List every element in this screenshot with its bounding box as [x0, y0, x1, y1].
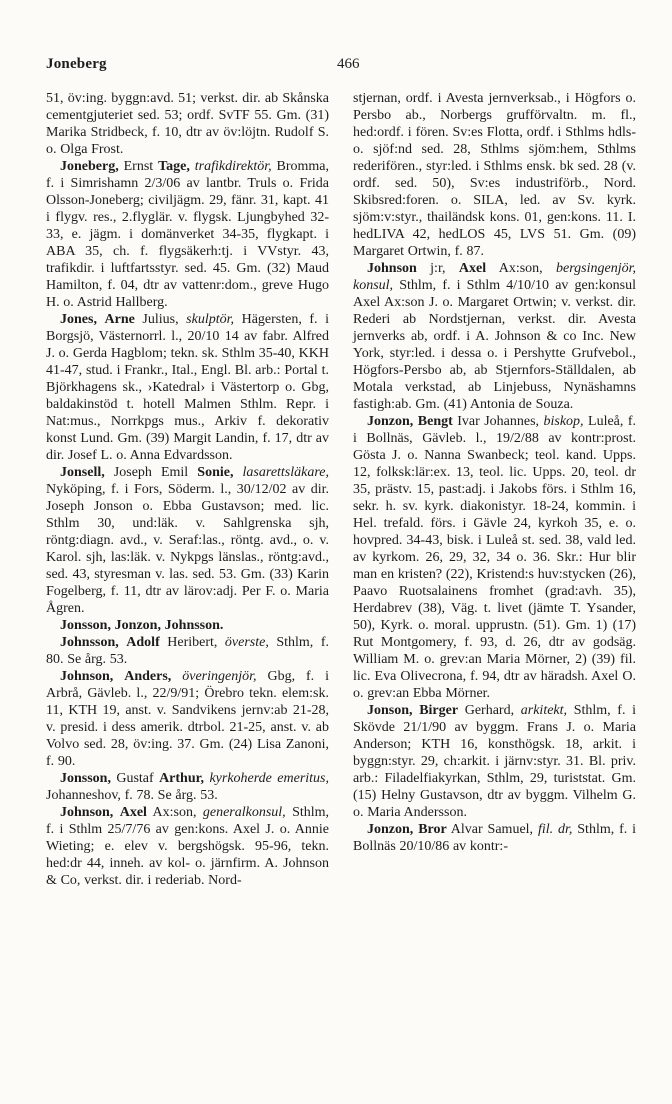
dictionary-entry	[46, 770, 329, 804]
text-segment: Arne	[104, 312, 135, 327]
text-segment: Joneberg,	[60, 159, 119, 174]
text-segment: Alvar Samuel,	[446, 822, 538, 837]
dictionary-entry	[46, 464, 329, 617]
text-segment: 51, öv:ing. byggn:avd. 51; verkst. dir. ab Skånska cementgjuteriet sed. 53; ordf. SvTF 55. Gm. (31) Marika Stridbeck, f. 10, dtr av öv:löjtn. Rudolf S. o. Olga Frost.	[46, 91, 329, 157]
text-segment: lasarettsläkare,	[242, 465, 330, 480]
text-segment: Tage,	[158, 159, 190, 174]
text-segment: Sthlm, f. 80. Se årg. 53.	[46, 635, 329, 667]
text-segment: Bromma, f. i Simrishamn 2/3/06 av lantbr. Truls o. Frida Olsson-Joneberg; civiljägm. 29, fänr. 31, kapt. 41 i flygv. res., 2.flyglär. v. flygsk. Ljungbyhed 32-33, e. jägm. i domänverket 34-35, flygkapt. i ABA 35, ch. f. flygsäkerh:tj. i VVstyr. 43, trafikdir. i luftfartsstyr. sed. 45. Gm. (32) Maud Hamilton, f. 04, dtr av vattenr:dom., greve Hugo H. o. Astrid Hallberg.	[46, 159, 330, 310]
text-segment: Arthur,	[159, 771, 205, 786]
text-segment: Sthlm, f. i Skövde 21/1/90 av byggm. Frans J. o. Maria Anderson; KTH 16, konsthögsk. 18, arkit. i byggn:styr. 29, ch:arkit. i järnv:styr. 31. Bl. priv. arb.: Filadelfiakyrkan, Sthlm, 29, turiststat. Gm. (15) Helny Gustavson, dtr av byggm. Vilhelm G. o. Maria Andersson.	[353, 703, 637, 820]
text-segment: Anders,	[124, 669, 172, 684]
dictionary-entry	[46, 158, 329, 311]
text-columns	[46, 90, 636, 889]
text-segment: generalkonsul,	[202, 805, 286, 820]
dictionary-entry	[46, 804, 329, 889]
text-segment: Sonie,	[197, 465, 234, 480]
dictionary-entry	[46, 634, 329, 668]
text-segment: Johnson,	[60, 805, 114, 820]
text-segment: stjernan, ordf. i Avesta jernverksab., i Högfors o. Persbo ab., Norbergs grufförvaltn. m. fl., hed:ordf. i fören. Sv:es Flotta, ordf. i Sthlms hdls- o. sjöf:nd sed. 28, Sthlms sjöm:hem, Sthlms rederifören., styr:led. i Sthlms ensk. bk sed. 28 (v. ordf. sed. 50), Sv:es industriförb., Nord. Skibsred:foren. o. SILA, led. av Sv. kyrk. sjöm:v:styr., thailändsk kons. 01, gen:kons. 11. I. hedLIVA 42, hedLOS 45, LVS 51. Gm. (09) Margaret Ortwin, f. 87.	[353, 91, 636, 259]
dictionary-entry	[46, 90, 329, 158]
dictionary-entry	[353, 90, 636, 260]
text-segment: kyrkoherde emeritus,	[209, 771, 329, 786]
text-segment: Johanneshov, f. 78. Se årg. 53.	[46, 788, 218, 803]
text-segment	[113, 669, 124, 684]
text-segment: biskop,	[543, 414, 584, 429]
text-segment: Axel	[119, 805, 147, 820]
text-segment: Birger	[419, 703, 459, 718]
text-segment	[97, 312, 105, 327]
text-segment: Ax:son,	[146, 805, 203, 820]
text-segment: Johnson,	[60, 669, 114, 684]
text-segment: Jonzon,	[367, 414, 414, 429]
text-segment: Ernst	[118, 159, 159, 174]
text-segment: Adolf	[126, 635, 160, 650]
text-segment	[171, 669, 182, 684]
text-segment: Jonsson,	[60, 771, 111, 786]
text-segment: bergsingenjör, konsul,	[353, 261, 636, 293]
dictionary-entry	[353, 260, 636, 413]
page-header	[46, 54, 636, 76]
dictionary-entry	[46, 617, 329, 634]
dictionary-entry	[353, 821, 636, 855]
text-segment: Heribert,	[159, 635, 225, 650]
text-segment: Luleå, f. i Bollnäs, Gävleb. l., 19/2/88 av kontr:prost. Gösta J. o. Nanna Swanbeck; teol. kand. Upps. 12, folksk:lär:ex. 13, teol. lic. Upps. 20, teol. dr 35, prästv. 15, past:adj. i Jakobs förs. i Sthlm 16, sekr. h. sv. kyrk. diakonistyr. 18-24, kommin. i Hel. trefald. förs. i Gävle 24, kyrkoh 35, e. o. hovpred. 34-43, bisk. i Luleå st. sed. 38, vald led. av kyrkom. 26, 29, 32, 34 o. 36. Skr.: Hur blir man en kristen? (22), Kristend:s huv:stycken (26), Paavo Ruotsalainens fromhet (grad:avh. 35), Herdabrev (38), Väg. t. livet (jämte T. Ysander, 50), Kyrk. o. moral. upprustn. (51). Gm. 1) (17) Rut Montgomery, f. 93, d. 26, dtr av godsäg. William M. o. grev:an Maria Mörner, 2) (39) fil. lic. Eva Olivecrona, f. 94, dtr av häradsh. Axel O. o. grev:an Ebba Mörner.	[353, 414, 637, 701]
dictionary-entry	[46, 668, 329, 770]
text-segment: Jonzon,	[367, 822, 414, 837]
text-segment: Bengt	[417, 414, 453, 429]
text-segment: Ax:son,	[486, 261, 557, 276]
page-number: 466	[336, 56, 360, 72]
header-keyword: Joneberg	[46, 56, 107, 72]
text-segment: Joseph Emil	[104, 465, 198, 480]
text-segment: Johnson	[367, 261, 417, 276]
text-segment: Julius,	[134, 312, 187, 327]
text-segment: Nyköping, f. i Fors, Söderm. l., 30/12/02 av dir. Joseph Jonson o. Ebba Gustavson; med. lic. Sthlm 30, und:läk. v. Sahlgrenska sjh, röntg:diagn. avd., v. Seraf:las., röntg. avd., o. v. Karol. sjh, las:läk. v. Nykpgs länslas., röntg:avd., sed. 43, styresman v. las. sed. 53. Gm. (33) Karin Fogelberg, f. 11, dtr av lärov:adj. Per F. o. Maria Ågren.	[46, 482, 329, 616]
text-segment: överste,	[224, 635, 269, 650]
text-segment: överingenjör,	[182, 669, 257, 684]
text-segment: Gerhard,	[458, 703, 521, 718]
text-segment: Gbg, f. i Arbrå, Gävleb. l., 22/9/91; Örebro tekn. elem:sk. 11, KTH 19, anst. v. Sandvikens jernv:ab 21-28, v. presid. i dess amerik. dtrbol. 21-25, anst. v. ab Volvo sed. 28, öv:ing. 37. Gm. (24) Lisa Zanoni, f. 90.	[46, 669, 329, 769]
text-segment: skulptör,	[186, 312, 235, 327]
text-segment: arkitekt,	[520, 703, 568, 718]
text-segment: Jonson,	[367, 703, 413, 718]
text-segment: Gustaf	[110, 771, 160, 786]
left-column	[46, 90, 329, 889]
right-column	[353, 90, 636, 855]
text-segment: Bror	[418, 822, 447, 837]
text-segment: fil. dr,	[537, 822, 573, 837]
text-segment: Sthlm, f. i Sthlm 4/10/10 av gen:konsul Axel Ax:son J. o. Margaret Ortwin; v. verkst. dir. Rederi ab Nordstjernan, verkst. dir. Avesta jernverks ab, ordf. i A. Johnson & co Inc. New York, styr:led. i dessa o. i Pershytte Grufvebol., Högfors-Persbo ab, ab Stjernfors-Ställdalen, ab Motala verkstad, ab Linjebuss, Nynäshamns fastigh:ab. Gm. (41) Antonia de Souza.	[353, 278, 636, 412]
text-segment	[233, 465, 242, 480]
text-segment: j:r,	[416, 261, 459, 276]
dictionary-entry	[46, 311, 329, 464]
text-segment: Ivar Johannes,	[452, 414, 544, 429]
text-segment: Johnsson,	[60, 635, 119, 650]
text-segment: Jonsson, Jonzon, Johnsson.	[60, 618, 224, 633]
text-segment: Sthlm, f. i Bollnäs 20/10/86 av kontr:-	[353, 822, 637, 854]
text-segment: Sthlm, f. i Sthlm 25/7/76 av gen:kons. Axel J. o. Annie Wieting; e. elev v. bergshögsk. 95-96, tekn. hed:dr 44, inneh. av kol- o. järnfirm. A. Johnson & Co, verkst. dir. i rederiab. Nord-	[46, 805, 330, 888]
dictionary-entry	[353, 413, 636, 702]
text-segment: Hägersten, f. i Borgsjö, Västernorrl. l., 20/10 14 av fabr. Alfred J. o. Gerda Hagblom; tekn. sk. Sthlm 35-40, KKH 41-47, stud. i Frankr., Ital., Engl. Bl. arb.: Portal t. Björkhagens sk., ›Katedral› i Västertorp o. Gbg, baldakinstöd t. hotell Malmen Sthlm. Repr. i Nat:mus., Norrkpgs mus., Arkiv f. dekorativ konst Lund. Gm. (39) Margit Landin, f. 17, dtr av dir. Josef L. o. Anna Edvardsson.	[46, 312, 330, 463]
text-segment: trafikdirektör,	[194, 159, 272, 174]
text-segment: Jones,	[60, 312, 97, 327]
dictionary-entry	[353, 702, 636, 821]
text-segment: Axel	[458, 261, 487, 276]
text-segment: Jonsell,	[60, 465, 105, 480]
